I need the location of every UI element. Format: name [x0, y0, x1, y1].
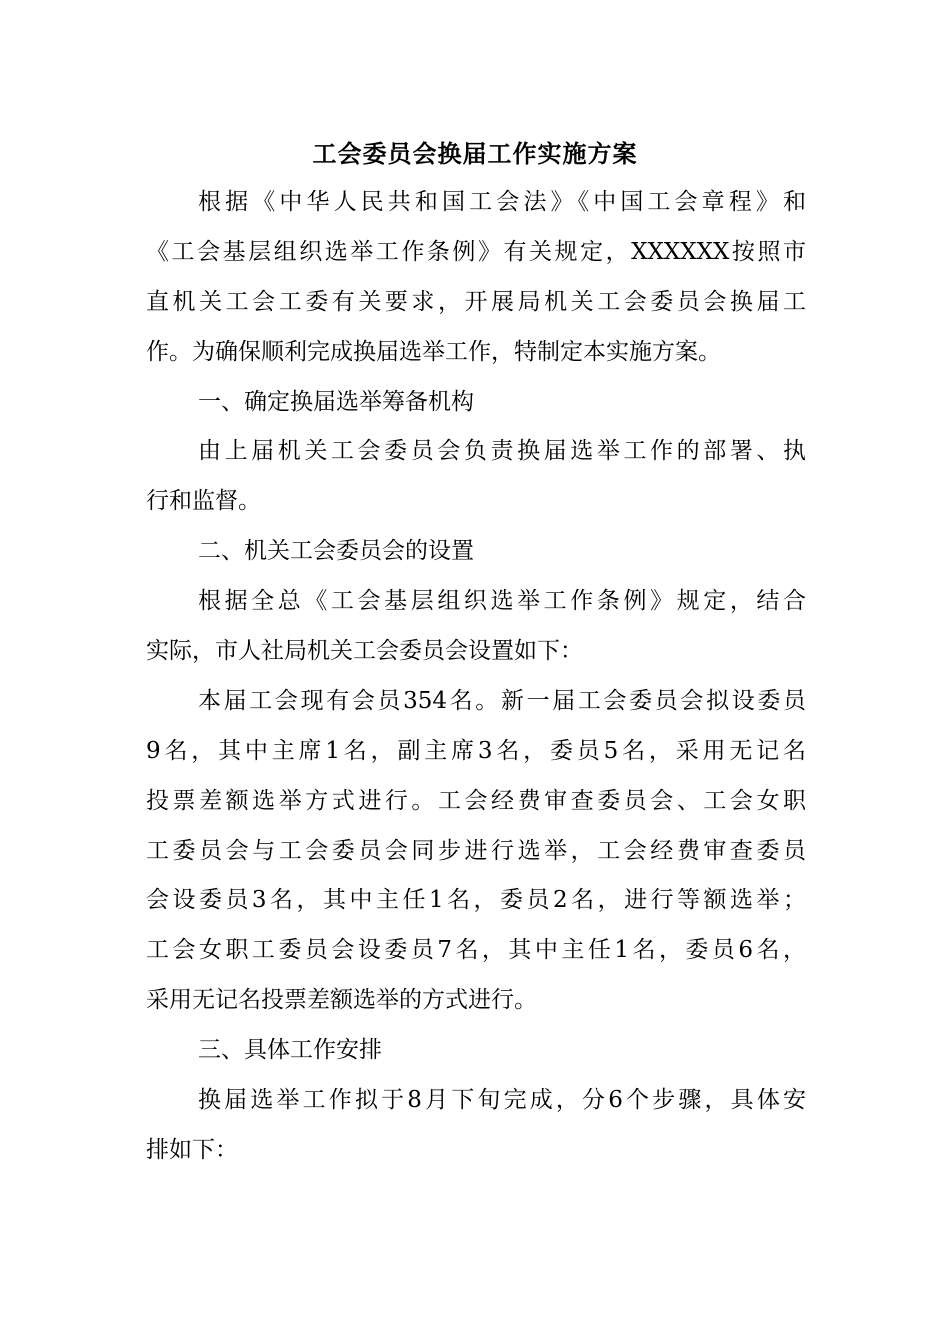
paragraph-line: 工会女职工委员会设委员7名，其中主任1名，委员6名， [146, 937, 806, 964]
paragraph-line: 投票差额选举方式进行。工会经费审查委员会、工会女职 [146, 787, 806, 814]
paragraph-line: 工委员会与工会委员会同步进行选举，工会经费审查委员 [146, 837, 806, 864]
document-title: 工会委员会换届工作实施方案 [312, 139, 638, 168]
section-heading: 三、具体工作安排 [198, 1037, 382, 1064]
paragraph-line: 会设委员3名，其中主任1名，委员2名，进行等额选举； [146, 887, 806, 914]
paragraph-line: 作。为确保顺利完成换届选举工作，特制定本实施方案。 [146, 338, 721, 365]
paragraph-line: 9名，其中主席1名，副主席3名，委员5名，采用无记名 [146, 737, 806, 764]
paragraph-line: 本届工会现有会员354名。新一届工会委员会拟设委员 [198, 687, 806, 714]
paragraph-line: 排如下： [146, 1136, 238, 1163]
paragraph-line: 根据全总《工会基层组织选举工作条例》规定，结合 [198, 588, 806, 615]
paragraph-line: 《工会基层组织选举工作条例》有关规定，XXXXXX按照市 [146, 238, 806, 265]
paragraph-line: 换届选举工作拟于8月下旬完成，分6个步骤，具体安 [198, 1087, 806, 1114]
paragraph-line: 实际，市人社局机关工会委员会设置如下： [146, 638, 583, 665]
section-heading: 一、确定换届选举筹备机构 [198, 388, 474, 415]
document-body [146, 178, 806, 1176]
paragraph-line: 根据《中华人民共和国工会法》《中国工会章程》和 [198, 189, 806, 215]
paragraph-line: 直机关工会工委有关要求，开展局机关工会委员会换届工 [146, 288, 806, 315]
paragraph-line: 采用无记名投票差额选举的方式进行。 [146, 987, 537, 1014]
paragraph-line: 由上届机关工会委员会负责换届选举工作的部署、执 [198, 438, 806, 465]
paragraph-line: 行和监督。 [146, 488, 261, 515]
section-heading: 二、机关工会委员会的设置 [198, 538, 474, 565]
